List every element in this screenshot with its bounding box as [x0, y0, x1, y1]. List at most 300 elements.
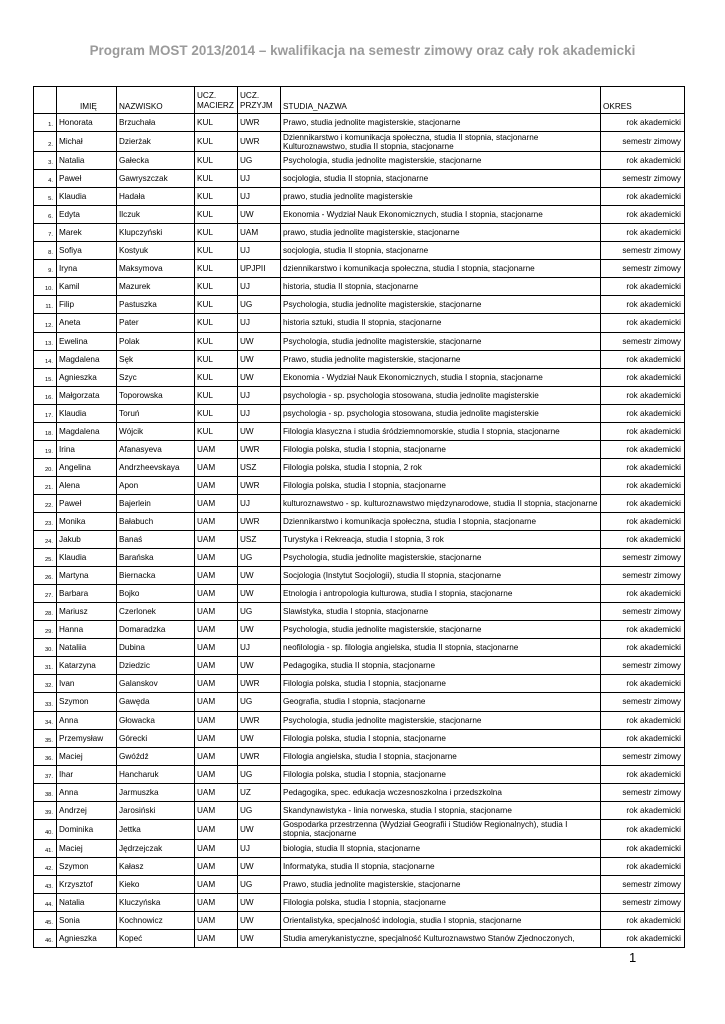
study-program-cell: prawo, studia jednolite magisterskie: [281, 188, 601, 206]
home-university-cell: UAM: [195, 930, 238, 948]
row-number-cell: 21.: [34, 476, 57, 494]
period-cell: rok akademicki: [601, 368, 685, 386]
table-row: [34, 476, 685, 494]
row-number-cell: 25.: [34, 549, 57, 567]
first-name-cell: Paweł: [57, 170, 117, 188]
home-university-cell: KUL: [195, 368, 238, 386]
study-program-cell: socjologia, studia II stopnia, stacjonarne: [281, 242, 601, 260]
first-name-cell: Honorata: [57, 114, 117, 132]
host-university-cell: UJ: [238, 242, 281, 260]
period-cell: rok akademicki: [601, 585, 685, 603]
home-university-cell: UAM: [195, 693, 238, 711]
row-number-cell: 42.: [34, 857, 57, 875]
study-program-cell: Filologia polska, studia I stopnia, 2 rok: [281, 458, 601, 476]
study-program-cell: Socjologia (Instytut Socjologii), studia II stopnia, stacjonarne: [281, 567, 601, 585]
table-row: [34, 188, 685, 206]
period-cell: semestr zimowy: [601, 242, 685, 260]
period-cell: rok akademicki: [601, 531, 685, 549]
row-number-cell: 2.: [34, 132, 57, 152]
header-okres: OKRES: [601, 87, 685, 114]
first-name-cell: Kamil: [57, 278, 117, 296]
first-name-cell: Aneta: [57, 314, 117, 332]
host-university-cell: UW: [238, 819, 281, 839]
home-university-cell: UAM: [195, 657, 238, 675]
study-program-cell: Etnologia i antropologia kulturowa, studia I stopnia, stacjonarne: [281, 585, 601, 603]
last-name-cell: Brzuchała: [117, 114, 195, 132]
period-cell: rok akademicki: [601, 386, 685, 404]
study-program-cell: Prawo, studia jednolite magisterskie, stacjonarne: [281, 114, 601, 132]
study-program-cell: Pedagogika, spec. edukacja wczesnoszkolna i przedszkolna: [281, 783, 601, 801]
study-program-cell: Psychologia, studia jednolite magisterskie, stacjonarne: [281, 621, 601, 639]
first-name-cell: Alena: [57, 476, 117, 494]
first-name-cell: Ihar: [57, 765, 117, 783]
last-name-cell: Apon: [117, 476, 195, 494]
header-nazwisko: NAZWISKO: [117, 87, 195, 114]
host-university-cell: UWR: [238, 512, 281, 530]
last-name-cell: Kochnowicz: [117, 911, 195, 929]
table-row: [34, 585, 685, 603]
period-cell: rok akademicki: [601, 206, 685, 224]
host-university-cell: UJ: [238, 639, 281, 657]
study-program-cell: historia sztuki, studia II stopnia, stacjonarne: [281, 314, 601, 332]
period-cell: rok akademicki: [601, 911, 685, 929]
last-name-cell: Gawęda: [117, 693, 195, 711]
study-program-cell: Filologia polska, studia I stopnia, stacjonarne: [281, 675, 601, 693]
study-program-cell: Turystyka i Rekreacja, studia I stopnia, 3 rok: [281, 531, 601, 549]
study-program-cell: Informatyka, studia II stopnia, stacjonarne: [281, 857, 601, 875]
study-program-cell: historia, studia II stopnia, stacjonarne: [281, 278, 601, 296]
last-name-cell: Toruń: [117, 404, 195, 422]
home-university-cell: KUL: [195, 332, 238, 350]
row-number-cell: 31.: [34, 657, 57, 675]
home-university-cell: KUL: [195, 314, 238, 332]
period-cell: rok akademicki: [601, 314, 685, 332]
table-row: [34, 711, 685, 729]
study-program-cell: biologia, studia II stopnia, stacjonarne: [281, 839, 601, 857]
home-university-cell: UAM: [195, 765, 238, 783]
table-row: [34, 332, 685, 350]
home-university-cell: KUL: [195, 132, 238, 152]
first-name-cell: Sonia: [57, 911, 117, 929]
host-university-cell: UW: [238, 621, 281, 639]
table-row: [34, 819, 685, 839]
period-cell: rok akademicki: [601, 711, 685, 729]
home-university-cell: UAM: [195, 675, 238, 693]
table-row: [34, 801, 685, 819]
table-row: [34, 494, 685, 512]
study-program-cell: Filologia polska, studia I stopnia, stacjonarne: [281, 729, 601, 747]
table-row: [34, 603, 685, 621]
home-university-cell: KUL: [195, 188, 238, 206]
home-university-cell: UAM: [195, 549, 238, 567]
host-university-cell: UG: [238, 549, 281, 567]
period-cell: rok akademicki: [601, 765, 685, 783]
study-program-cell: Filologia polska, studia I stopnia, stacjonarne: [281, 440, 601, 458]
last-name-cell: Barańska: [117, 549, 195, 567]
period-cell: rok akademicki: [601, 494, 685, 512]
period-cell: rok akademicki: [601, 188, 685, 206]
study-program-cell: Psychologia, studia jednolite magisterskie, stacjonarne: [281, 332, 601, 350]
table-row: [34, 458, 685, 476]
period-cell: semestr zimowy: [601, 747, 685, 765]
last-name-cell: Jarmuszka: [117, 783, 195, 801]
study-program-cell: Orientalistyka, specjalność indologia, studia I stopnia, stacjonarne: [281, 911, 601, 929]
first-name-cell: Magdalena: [57, 422, 117, 440]
row-number-cell: 34.: [34, 711, 57, 729]
first-name-cell: Sofiya: [57, 242, 117, 260]
host-university-cell: UZ: [238, 783, 281, 801]
last-name-cell: Kieko: [117, 875, 195, 893]
row-number-cell: 8.: [34, 242, 57, 260]
last-name-cell: Maksymova: [117, 260, 195, 278]
host-university-cell: UG: [238, 152, 281, 170]
row-number-cell: 37.: [34, 765, 57, 783]
first-name-cell: Martyna: [57, 567, 117, 585]
row-number-cell: 41.: [34, 839, 57, 857]
study-program-cell: Psychologia, studia jednolite magisterskie, stacjonarne: [281, 296, 601, 314]
study-program-cell: Filologia polska, studia I stopnia, stacjonarne: [281, 893, 601, 911]
home-university-cell: UAM: [195, 747, 238, 765]
row-number-cell: 5.: [34, 188, 57, 206]
last-name-cell: Gałecka: [117, 152, 195, 170]
table-row: [34, 260, 685, 278]
row-number-cell: 7.: [34, 224, 57, 242]
last-name-cell: Bajerlein: [117, 494, 195, 512]
home-university-cell: UAM: [195, 512, 238, 530]
first-name-cell: Edyta: [57, 206, 117, 224]
study-program-cell: Filologia polska, studia I stopnia, stacjonarne: [281, 765, 601, 783]
period-cell: semestr zimowy: [601, 603, 685, 621]
period-cell: semestr zimowy: [601, 783, 685, 801]
home-university-cell: KUL: [195, 170, 238, 188]
last-name-cell: Ilczuk: [117, 206, 195, 224]
study-program-cell: Ekonomia - Wydział Nauk Ekonomicznych, studia I stopnia, stacjonarne: [281, 368, 601, 386]
host-university-cell: UG: [238, 801, 281, 819]
header-studia: STUDIA_NAZWA: [281, 87, 601, 114]
first-name-cell: Marek: [57, 224, 117, 242]
last-name-cell: Dubina: [117, 639, 195, 657]
row-number-cell: 44.: [34, 893, 57, 911]
host-university-cell: UW: [238, 368, 281, 386]
row-number-cell: 24.: [34, 531, 57, 549]
period-cell: semestr zimowy: [601, 657, 685, 675]
last-name-cell: Mazurek: [117, 278, 195, 296]
table-row: [34, 549, 685, 567]
period-cell: rok akademicki: [601, 839, 685, 857]
table-row: [34, 404, 685, 422]
first-name-cell: Agnieszka: [57, 930, 117, 948]
period-cell: rok akademicki: [601, 857, 685, 875]
table-row: [34, 911, 685, 929]
row-number-cell: 3.: [34, 152, 57, 170]
home-university-cell: KUL: [195, 206, 238, 224]
study-program-cell: Gospodarka przestrzenna (Wydział Geografii i Studiów Regionalnych), studia I stopnia, stacjonarne: [281, 819, 601, 839]
first-name-cell: Maciej: [57, 747, 117, 765]
row-number-cell: 15.: [34, 368, 57, 386]
home-university-cell: UAM: [195, 440, 238, 458]
host-university-cell: UW: [238, 893, 281, 911]
host-university-cell: UG: [238, 693, 281, 711]
table-row: [34, 422, 685, 440]
study-program-cell: prawo, studia jednolite magisterskie, stacjonarne: [281, 224, 601, 242]
table-row: [34, 512, 685, 530]
row-number-cell: 11.: [34, 296, 57, 314]
page-number: 1: [629, 950, 637, 965]
first-name-cell: Mariusz: [57, 603, 117, 621]
host-university-cell: UW: [238, 332, 281, 350]
study-program-cell: Psychologia, studia jednolite magisterskie, stacjonarne: [281, 549, 601, 567]
last-name-cell: Gwóźdź: [117, 747, 195, 765]
header-imie: IMIĘ: [57, 87, 117, 114]
host-university-cell: UW: [238, 911, 281, 929]
first-name-cell: Ewelina: [57, 332, 117, 350]
first-name-cell: Jakub: [57, 531, 117, 549]
first-name-cell: Iryna: [57, 260, 117, 278]
host-university-cell: UG: [238, 296, 281, 314]
home-university-cell: KUL: [195, 422, 238, 440]
row-number-cell: 27.: [34, 585, 57, 603]
period-cell: rok akademicki: [601, 350, 685, 368]
home-university-cell: UAM: [195, 911, 238, 929]
last-name-cell: Domaradzka: [117, 621, 195, 639]
last-name-cell: Klupczyński: [117, 224, 195, 242]
period-cell: rok akademicki: [601, 639, 685, 657]
study-program-cell: Filologia polska, studia I stopnia, stacjonarne: [281, 476, 601, 494]
first-name-cell: Przemysław: [57, 729, 117, 747]
last-name-cell: Hadała: [117, 188, 195, 206]
first-name-cell: Maciej: [57, 839, 117, 857]
host-university-cell: UJ: [238, 839, 281, 857]
home-university-cell: UAM: [195, 839, 238, 857]
host-university-cell: UJ: [238, 404, 281, 422]
home-university-cell: UAM: [195, 875, 238, 893]
home-university-cell: UAM: [195, 585, 238, 603]
home-university-cell: UAM: [195, 531, 238, 549]
row-number-cell: 33.: [34, 693, 57, 711]
row-number-cell: 43.: [34, 875, 57, 893]
host-university-cell: USZ: [238, 531, 281, 549]
host-university-cell: UW: [238, 930, 281, 948]
host-university-cell: UWR: [238, 440, 281, 458]
period-cell: rok akademicki: [601, 675, 685, 693]
host-university-cell: UJ: [238, 278, 281, 296]
period-cell: rok akademicki: [601, 819, 685, 839]
study-program-cell: Filologia angielska, studia I stopnia, stacjonarne: [281, 747, 601, 765]
period-cell: rok akademicki: [601, 476, 685, 494]
host-university-cell: UJ: [238, 314, 281, 332]
host-university-cell: UPJPII: [238, 260, 281, 278]
table-row: [34, 839, 685, 857]
table-row: [34, 132, 685, 152]
last-name-cell: Pater: [117, 314, 195, 332]
table-row: [34, 206, 685, 224]
table-row: [34, 857, 685, 875]
home-university-cell: UAM: [195, 621, 238, 639]
last-name-cell: Jarosiński: [117, 801, 195, 819]
row-number-cell: 13.: [34, 332, 57, 350]
host-university-cell: UWR: [238, 747, 281, 765]
first-name-cell: Klaudia: [57, 188, 117, 206]
first-name-cell: Ivan: [57, 675, 117, 693]
first-name-cell: Małgorzata: [57, 386, 117, 404]
first-name-cell: Michał: [57, 132, 117, 152]
table-row: [34, 657, 685, 675]
first-name-cell: Natalia: [57, 152, 117, 170]
period-cell: semestr zimowy: [601, 893, 685, 911]
last-name-cell: Kluczyńska: [117, 893, 195, 911]
row-number-cell: 26.: [34, 567, 57, 585]
first-name-cell: Hanna: [57, 621, 117, 639]
home-university-cell: UAM: [195, 476, 238, 494]
last-name-cell: Kałasz: [117, 857, 195, 875]
home-university-cell: UAM: [195, 783, 238, 801]
home-university-cell: UAM: [195, 729, 238, 747]
home-university-cell: UAM: [195, 567, 238, 585]
period-cell: semestr zimowy: [601, 260, 685, 278]
period-cell: rok akademicki: [601, 296, 685, 314]
study-program-cell: Studia amerykanistyczne, specjalność Kulturoznawstwo Stanów Zjednoczonych,: [281, 930, 601, 948]
row-number-cell: 17.: [34, 404, 57, 422]
period-cell: semestr zimowy: [601, 693, 685, 711]
document-title: Program MOST 2013/2014 – kwalifikacja na semestr zimowy oraz cały rok akademicki: [89, 43, 636, 58]
row-number-cell: 28.: [34, 603, 57, 621]
row-number-cell: 19.: [34, 440, 57, 458]
host-university-cell: UW: [238, 350, 281, 368]
study-program-cell: Slawistyka, studia I stopnia, stacjonarne: [281, 603, 601, 621]
table-row: [34, 693, 685, 711]
host-university-cell: UW: [238, 729, 281, 747]
table-row: [34, 729, 685, 747]
table-row: [34, 747, 685, 765]
row-number-cell: 30.: [34, 639, 57, 657]
study-program-cell: Prawo, studia jednolite magisterskie, stacjonarne: [281, 350, 601, 368]
host-university-cell: UW: [238, 857, 281, 875]
host-university-cell: UJ: [238, 386, 281, 404]
home-university-cell: UAM: [195, 711, 238, 729]
study-program-cell: Psychologia, studia jednolite magisterskie, stacjonarne: [281, 152, 601, 170]
home-university-cell: KUL: [195, 224, 238, 242]
home-university-cell: KUL: [195, 278, 238, 296]
period-cell: semestr zimowy: [601, 549, 685, 567]
period-cell: semestr zimowy: [601, 332, 685, 350]
first-name-cell: Klaudia: [57, 549, 117, 567]
row-number-cell: 46.: [34, 930, 57, 948]
table-row: [34, 639, 685, 657]
period-cell: rok akademicki: [601, 278, 685, 296]
row-number-cell: 10.: [34, 278, 57, 296]
header-nr: [34, 87, 57, 114]
first-name-cell: Anna: [57, 711, 117, 729]
host-university-cell: UWR: [238, 132, 281, 152]
row-number-cell: 36.: [34, 747, 57, 765]
host-university-cell: UJ: [238, 188, 281, 206]
last-name-cell: Biernacka: [117, 567, 195, 585]
last-name-cell: Hancharuk: [117, 765, 195, 783]
home-university-cell: UAM: [195, 893, 238, 911]
host-university-cell: UJ: [238, 170, 281, 188]
row-number-cell: 14.: [34, 350, 57, 368]
period-cell: rok akademicki: [601, 440, 685, 458]
table-row: [34, 114, 685, 132]
last-name-cell: Bojko: [117, 585, 195, 603]
row-number-cell: 9.: [34, 260, 57, 278]
first-name-cell: Monika: [57, 512, 117, 530]
row-number-cell: 38.: [34, 783, 57, 801]
study-program-cell: Dziennikarstwo i komunikacja społeczna, studia I stopnia, stacjonarne: [281, 512, 601, 530]
first-name-cell: Nataliia: [57, 639, 117, 657]
study-program-cell: Ekonomia - Wydział Nauk Ekonomicznych, studia I stopnia, stacjonarne: [281, 206, 601, 224]
home-university-cell: UAM: [195, 639, 238, 657]
row-number-cell: 32.: [34, 675, 57, 693]
host-university-cell: UWR: [238, 114, 281, 132]
study-program-cell: psychologia - sp. psychologia stosowana, studia jednolite magisterskie: [281, 386, 601, 404]
period-cell: semestr zimowy: [601, 132, 685, 152]
first-name-cell: Szymon: [57, 693, 117, 711]
table-row: [34, 440, 685, 458]
table-row: [34, 621, 685, 639]
home-university-cell: KUL: [195, 242, 238, 260]
table-header-row: [34, 87, 685, 114]
host-university-cell: USZ: [238, 458, 281, 476]
table-row: [34, 152, 685, 170]
header-ucz-macierz: UCZ. MACIERZ: [195, 87, 238, 114]
first-name-cell: Paweł: [57, 494, 117, 512]
first-name-cell: Krzysztof: [57, 875, 117, 893]
host-university-cell: UG: [238, 875, 281, 893]
last-name-cell: Bałabuch: [117, 512, 195, 530]
home-university-cell: KUL: [195, 114, 238, 132]
table-row: [34, 875, 685, 893]
home-university-cell: KUL: [195, 152, 238, 170]
row-number-cell: 45.: [34, 911, 57, 929]
host-university-cell: UJ: [238, 494, 281, 512]
table-row: [34, 242, 685, 260]
table-row: [34, 783, 685, 801]
study-program-cell: Filologia klasyczna i studia śródziemnomorskie, studia I stopnia, stacjonarne: [281, 422, 601, 440]
table-row: [34, 765, 685, 783]
last-name-cell: Dzierżak: [117, 132, 195, 152]
last-name-cell: Jettka: [117, 819, 195, 839]
table-row: [34, 314, 685, 332]
period-cell: rok akademicki: [601, 621, 685, 639]
table-row: [34, 386, 685, 404]
period-cell: semestr zimowy: [601, 170, 685, 188]
first-name-cell: Anna: [57, 783, 117, 801]
row-number-cell: 23.: [34, 512, 57, 530]
table-row: [34, 930, 685, 948]
table-row: [34, 567, 685, 585]
table-row: [34, 893, 685, 911]
last-name-cell: Galanskov: [117, 675, 195, 693]
host-university-cell: UW: [238, 422, 281, 440]
period-cell: rok akademicki: [601, 729, 685, 747]
last-name-cell: Afanasyeva: [117, 440, 195, 458]
host-university-cell: UG: [238, 765, 281, 783]
row-number-cell: 22.: [34, 494, 57, 512]
period-cell: rok akademicki: [601, 224, 685, 242]
home-university-cell: UAM: [195, 458, 238, 476]
host-university-cell: UWR: [238, 711, 281, 729]
qualification-table: [33, 86, 685, 948]
period-cell: rok akademicki: [601, 114, 685, 132]
row-number-cell: 1.: [34, 114, 57, 132]
home-university-cell: KUL: [195, 260, 238, 278]
first-name-cell: Angelina: [57, 458, 117, 476]
last-name-cell: Sęk: [117, 350, 195, 368]
home-university-cell: UAM: [195, 819, 238, 839]
last-name-cell: Czerlonek: [117, 603, 195, 621]
table-row: [34, 278, 685, 296]
